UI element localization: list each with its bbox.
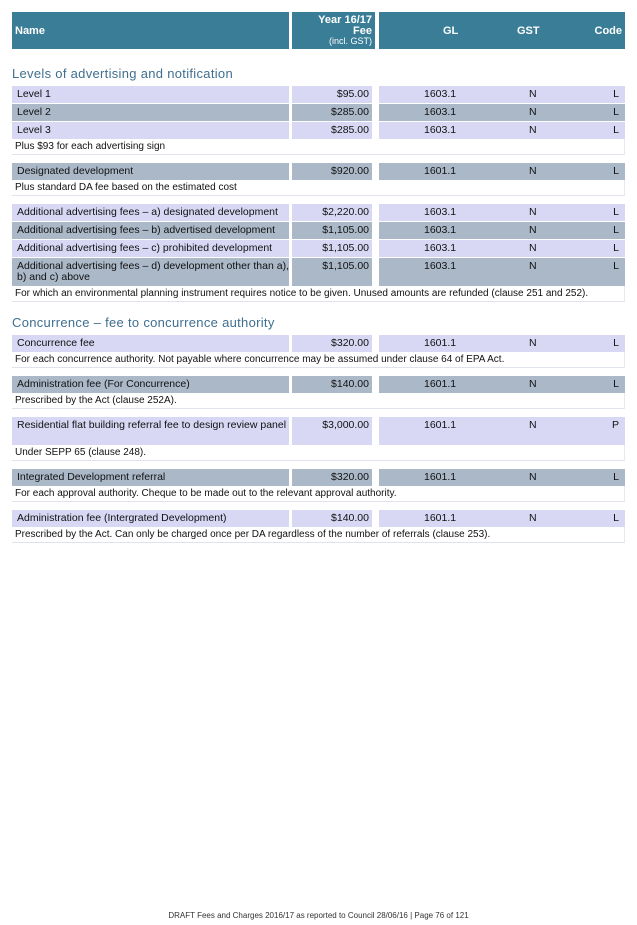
code-value: P (611, 419, 619, 431)
header-fee-line3: (incl. GST) (328, 36, 372, 46)
gst-value: N (529, 419, 537, 431)
fee-amount: $1,105.00 (292, 222, 372, 239)
code-value: L (613, 224, 619, 236)
fee-amount: $3,000.00 (292, 417, 372, 445)
gst-value: N (529, 260, 537, 272)
fee-name: Concurrence fee (12, 335, 289, 352)
fee-name: Additional advertising fees – b) advertised development (12, 222, 289, 239)
fee-amount: $95.00 (292, 86, 372, 103)
fee-name: Designated development (12, 163, 289, 180)
fee-amount: $1,105.00 (292, 240, 372, 257)
gst-value: N (529, 378, 537, 390)
fee-amount: $320.00 (292, 335, 372, 352)
code-value: L (613, 88, 619, 100)
fee-name: Level 3 (12, 122, 289, 139)
fee-amount: $285.00 (292, 122, 372, 139)
fee-amount: $320.00 (292, 469, 372, 486)
gst-value: N (529, 124, 537, 136)
fee-codes (379, 222, 625, 239)
fee-name: Administration fee (Intergrated Development) (12, 510, 289, 527)
fee-name: Level 1 (12, 86, 289, 103)
table-header-fee (292, 12, 375, 49)
gl-value: 1601.1 (424, 512, 457, 524)
header-code-label: Code (594, 25, 622, 37)
fee-name: Residential flat building referral fee to design review panel (12, 417, 289, 445)
code-value: L (613, 165, 619, 177)
gl-value: 1601.1 (424, 471, 457, 483)
fee-note: For each concurrence authority. Not payable where concurrence may be assumed under clause 64 of EPA Act. (12, 352, 625, 368)
fee-note: Prescribed by the Act (clause 252A). (12, 393, 625, 409)
gst-value: N (529, 224, 537, 236)
gst-value: N (529, 165, 537, 177)
code-value: L (613, 378, 619, 390)
table-row (12, 240, 625, 257)
fee-note: For which an environmental planning instrument requires notice to be given. Unused amounts are refunded (clause 251 and 252). (12, 286, 625, 302)
page-footer: DRAFT Fees and Charges 2016/17 as reported to Council 28/06/16 | Page 76 of 121 (168, 911, 469, 920)
section-title: Levels of advertising and notification (12, 66, 233, 81)
fee-name: Administration fee (For Concurrence) (12, 376, 289, 393)
gst-value: N (529, 471, 537, 483)
fee-codes (379, 469, 625, 486)
gst-value: N (529, 206, 537, 218)
gl-value: 1603.1 (424, 260, 457, 272)
header-gst-label: GST (517, 25, 540, 37)
fee-amount: $1,105.00 (292, 258, 372, 286)
gl-value: 1603.1 (424, 88, 457, 100)
table-row (12, 204, 625, 221)
fee-amount: $140.00 (292, 376, 372, 393)
code-value: L (613, 471, 619, 483)
fee-amount: $920.00 (292, 163, 372, 180)
fee-codes (379, 240, 625, 257)
header-gl-label: GL (443, 25, 459, 37)
table-row (12, 258, 625, 286)
fee-amount: $140.00 (292, 510, 372, 527)
gl-value: 1601.1 (424, 337, 457, 349)
table-row (12, 163, 625, 180)
table-row (12, 335, 625, 352)
fee-codes (379, 258, 625, 286)
fee-codes (379, 204, 625, 221)
fee-name: Additional advertising fees – a) designated development (12, 204, 289, 221)
table-row (12, 122, 625, 139)
code-value: L (613, 206, 619, 218)
gst-value: N (529, 106, 537, 118)
fee-codes (379, 104, 625, 121)
header-name-label: Name (15, 25, 45, 37)
gl-value: 1601.1 (424, 165, 457, 177)
table-row (12, 86, 625, 103)
fee-note: Plus $93 for each advertising sign (12, 139, 625, 155)
gl-value: 1603.1 (424, 124, 457, 136)
gl-value: 1603.1 (424, 106, 457, 118)
fee-amount: $285.00 (292, 104, 372, 121)
fee-name: Integrated Development referral (12, 469, 289, 486)
header-fee-line2: Fee (353, 25, 372, 37)
gst-value: N (529, 337, 537, 349)
table-row (12, 104, 625, 121)
code-value: L (613, 242, 619, 254)
gl-value: 1603.1 (424, 242, 457, 254)
code-value: L (613, 260, 619, 272)
fee-codes (379, 335, 625, 352)
code-value: L (613, 124, 619, 136)
fee-note: Plus standard DA fee based on the estimated cost (12, 180, 625, 196)
table-row (12, 510, 625, 527)
fee-name: Level 2 (12, 104, 289, 121)
header-fee-line1: Year 16/17 (318, 14, 372, 26)
fee-codes (379, 163, 625, 180)
fee-codes (379, 510, 625, 527)
fee-name: Additional advertising fees – c) prohibited development (12, 240, 289, 257)
code-value: L (613, 337, 619, 349)
gl-value: 1603.1 (424, 224, 457, 236)
fee-name: Additional advertising fees – d) development other than a), b) and c) above (12, 258, 289, 286)
gst-value: N (529, 88, 537, 100)
table-row (12, 417, 625, 445)
table-row (12, 469, 625, 486)
fee-note: Under SEPP 65 (clause 248). (12, 445, 625, 461)
fee-codes (379, 122, 625, 139)
fee-codes (379, 86, 625, 103)
fee-note: Prescribed by the Act. Can only be charged once per DA regardless of the number of referrals (clause 253). (12, 527, 625, 543)
code-value: L (613, 512, 619, 524)
section-title: Concurrence – fee to concurrence authority (12, 315, 275, 330)
gl-value: 1601.1 (424, 378, 457, 390)
fee-codes (379, 376, 625, 393)
gst-value: N (529, 242, 537, 254)
gl-value: 1603.1 (424, 206, 457, 218)
table-header-name (12, 12, 289, 49)
code-value: L (613, 106, 619, 118)
table-header-gl-gst-code (379, 12, 625, 49)
fee-amount: $2,220.00 (292, 204, 372, 221)
table-row (12, 222, 625, 239)
fee-note: For each approval authority. Cheque to be made out to the relevant approval authority. (12, 486, 625, 502)
gst-value: N (529, 512, 537, 524)
gl-value: 1601.1 (424, 419, 457, 431)
table-row (12, 376, 625, 393)
fee-codes (379, 417, 625, 445)
